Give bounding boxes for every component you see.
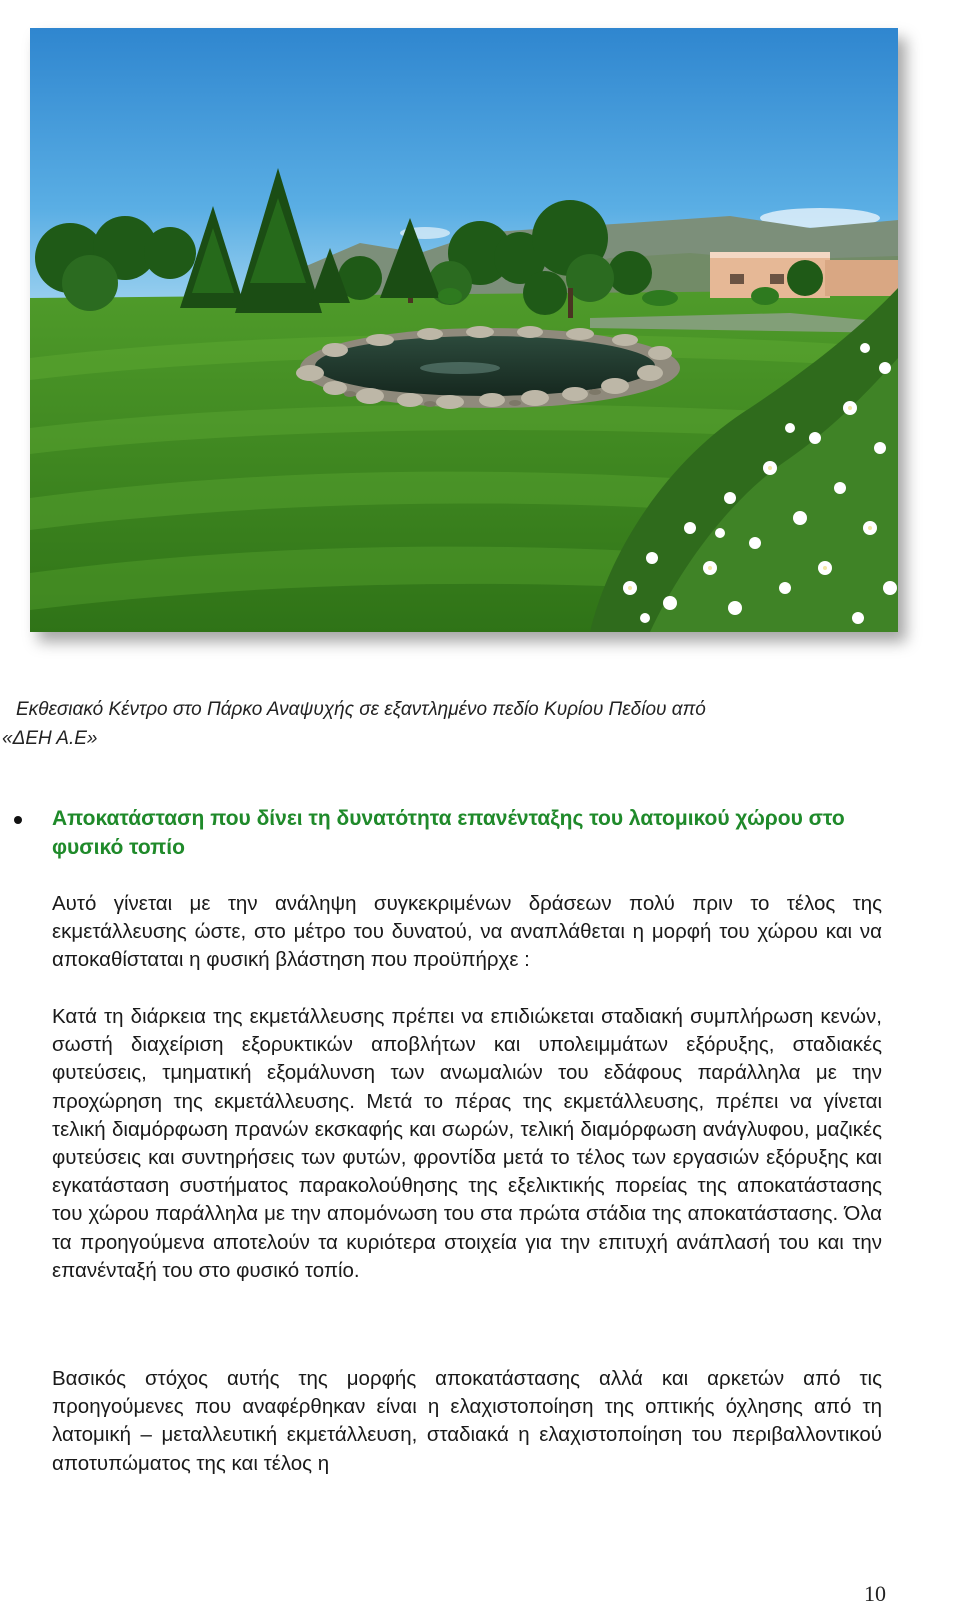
bullet-dot-icon [14, 816, 22, 824]
page-number: 10 [864, 1581, 886, 1606]
body-paragraph-2: Κατά τη διάρκεια της εκμετάλλευσης πρέπει να επιδιώκεται σταδιακή συμπλήρωση κενών, σωστή διαχείριση εξορυκτικών αποβλήτων και υπολειμμάτων εξόρυξης, σταδιακές φυτεύσεις, τμηματική εξομάλυνση των ανωμαλιών του εδάφους παράλληλα με την προχώρηση της εκμετάλλευσης. Μετά το πέρας της εκμετάλλευσης, πρέπει να γίνεται τελική διαμόρφωση πρανών εκσκαφής και σωρών, τελική διαμόρφωση ανάγλυφου, μαζικές φυτεύσεις και συντηρήσεις των φυτών, φροντίδα μετά το τέλος των εργασιών εξόρυξης και εγκατάσταση συστήματος παρακολούθησης της εξελικτικής πορείας της αποκατάστασης του χώρου παράλληλα με την απομόνωση του στα πρώτα στάδια της αποκατάστασης. Όλα τα προηγούμενα αποτελούν τα κυριότερα στοιχεία για την επιτυχή ανάπλασή του και την επανένταξή του στο φυσικό τοπίο. [52, 1005, 882, 1282]
body-paragraph-3: Βασικός στόχος αυτής της μορφής αποκατάστασης αλλά και αρκετών από τις προηγούμενες που αναφέρθηκαν είναι η ελαχιστοποίηση της οπτικής όχλησης από τη λατομική – μεταλλευτική εκμετάλλευση, σταδιακά η ελαχιστοποίηση του περιβαλλοντικού αποτυπώματος της και τέλος η [52, 1367, 882, 1475]
photo-caption-line-1: Εκθεσιακό Κέντρο στο Πάρκο Αναψυχής σε εξαντλημένο πεδίο Κυρίου Πεδίου από [16, 699, 706, 720]
photo-caption-line-2: «ΔΕΗ Α.Ε» [2, 728, 98, 749]
section-heading: Αποκατάσταση που δίνει τη δυνατότητα επανένταξης του λατομικού χώρου στο φυσικό τοπίο [52, 807, 845, 859]
park-photo-illustration [30, 28, 898, 632]
body-paragraph-1: Αυτό γίνεται με την ανάληψη συγκεκριμένων δράσεων πολύ πριν το τέλος της εκμετάλλευσης ώστε, στο μέτρο του δυνατού, να αναπλάθεται η μορφή του χώρου και να αποκαθίσταται η φυσική βλάστηση που προϋπήρχε : [52, 892, 882, 972]
park-photo [30, 28, 898, 632]
